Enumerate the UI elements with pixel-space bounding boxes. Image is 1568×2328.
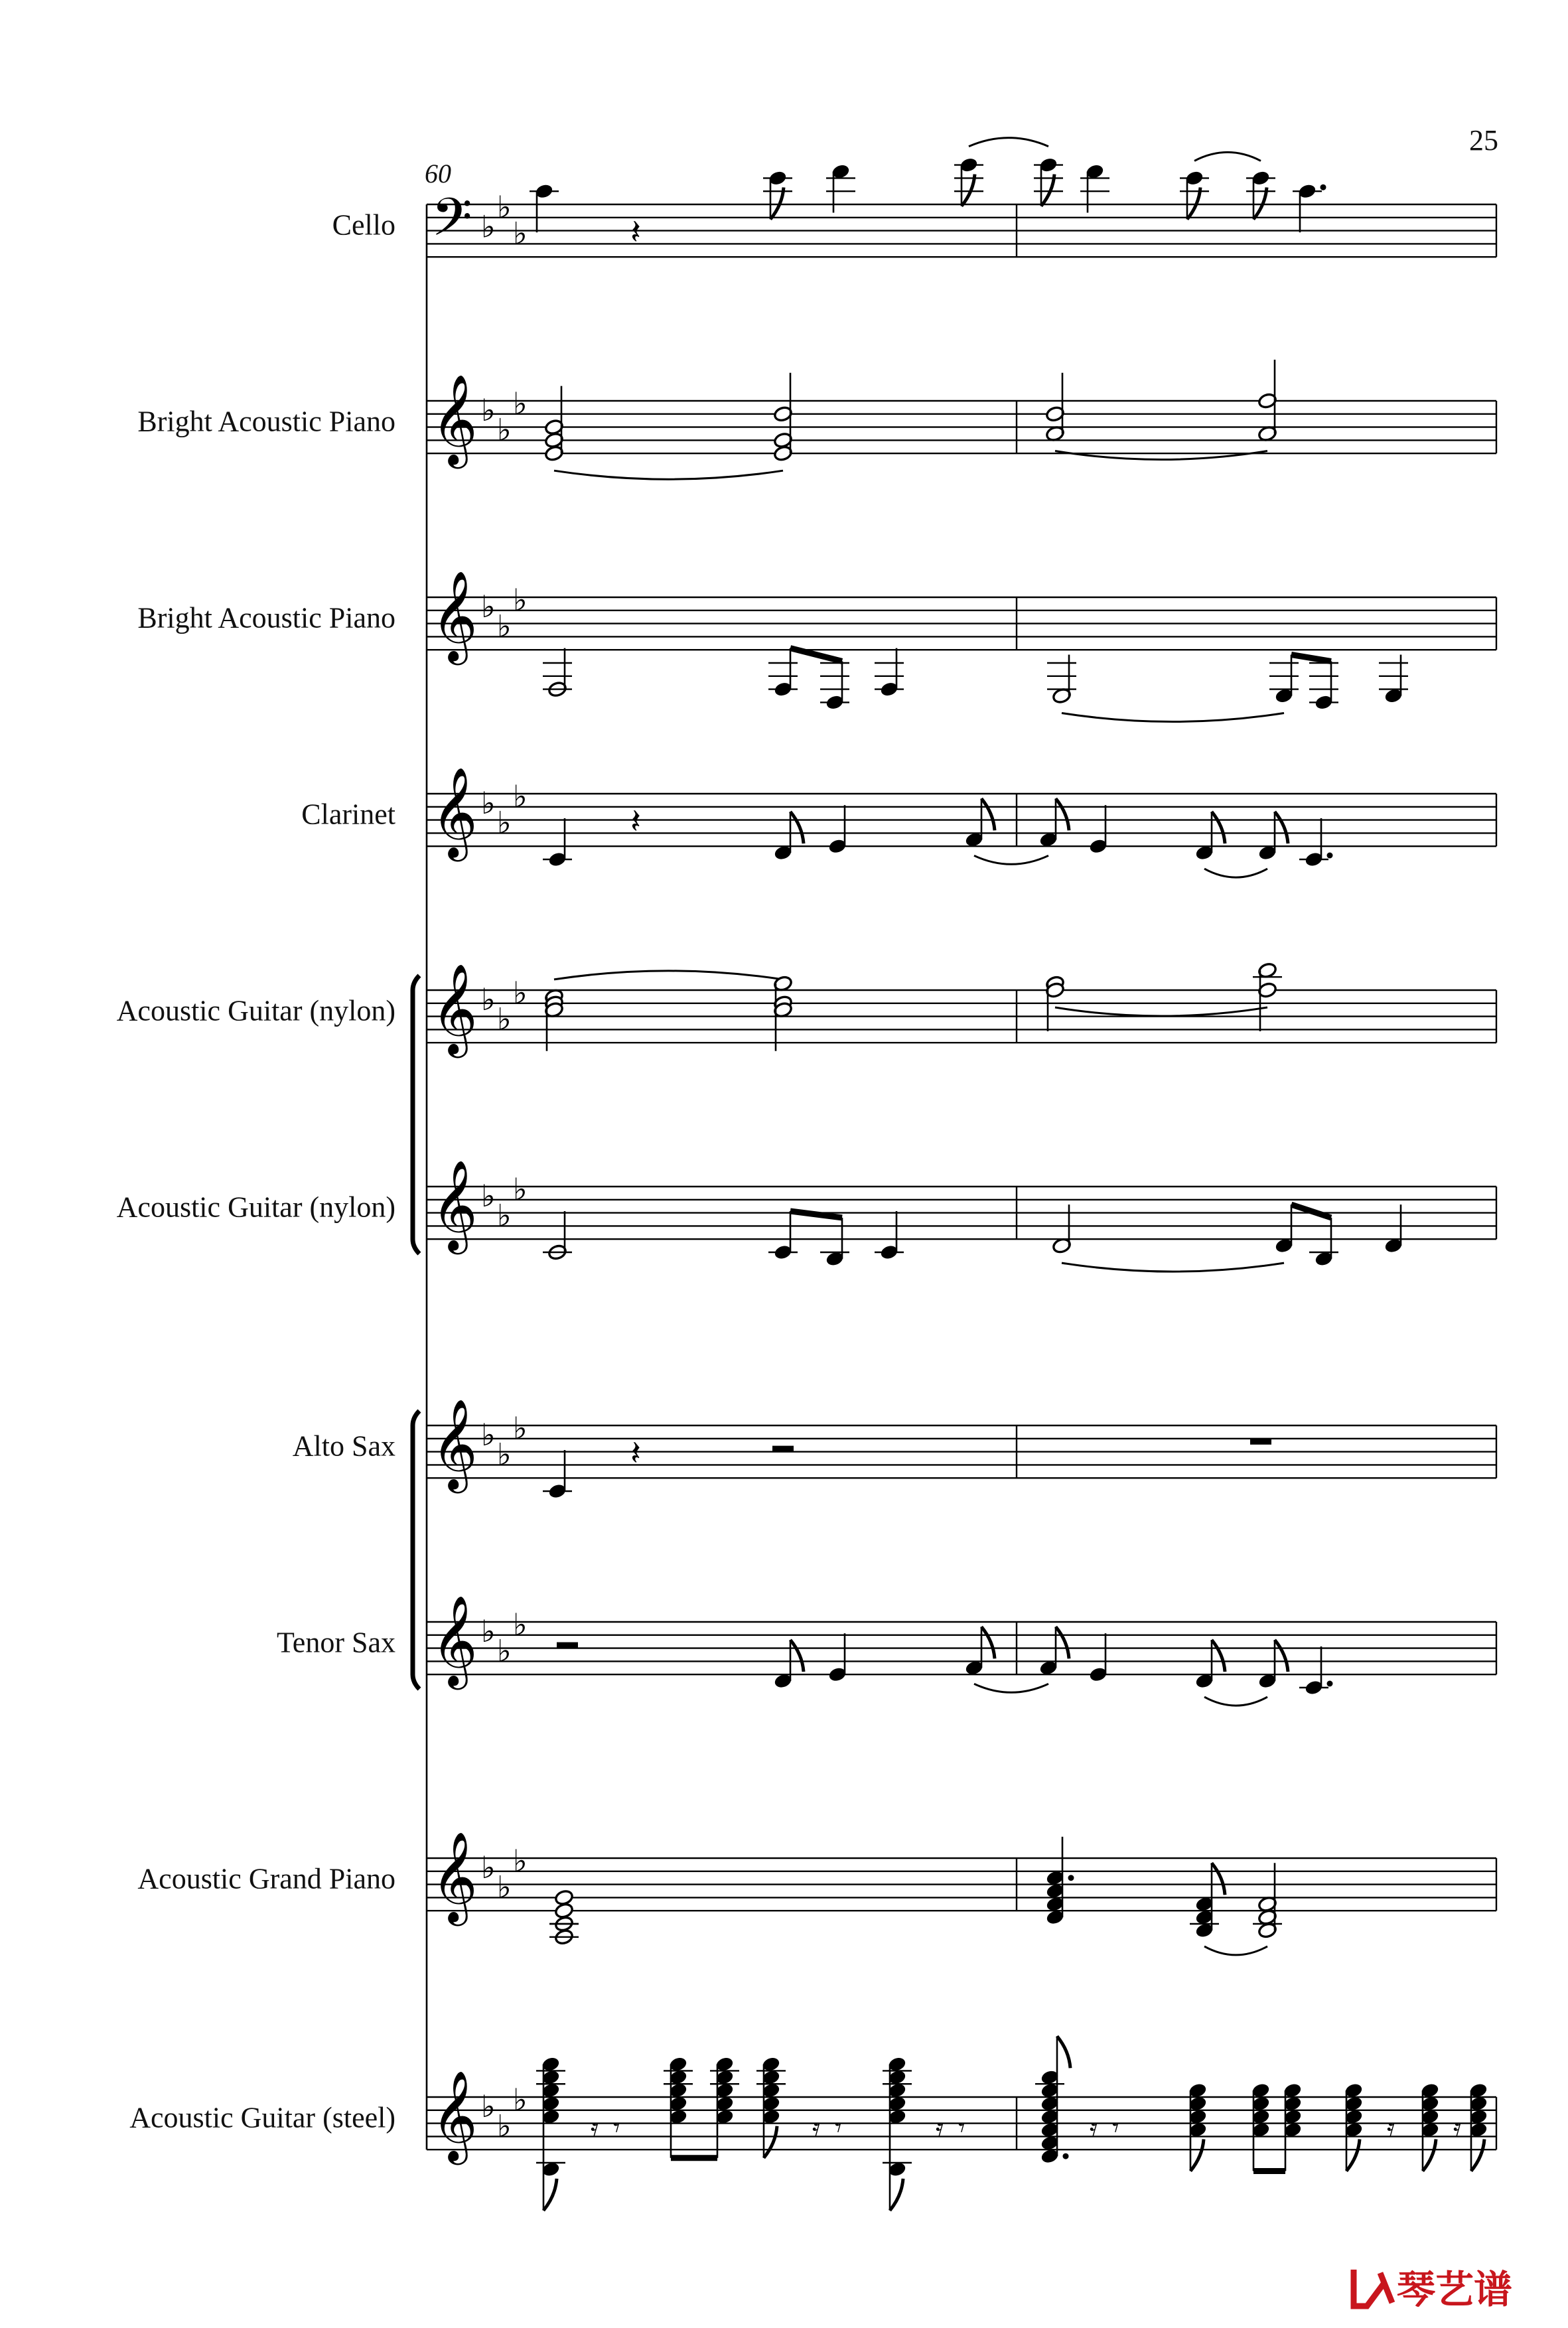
staff bbox=[427, 1594, 1496, 1690]
quarter-rest-icon: 𝄽 bbox=[630, 1433, 641, 1474]
tie bbox=[1055, 1007, 1267, 1016]
eighth-rest-icon: 𝄾 bbox=[835, 2112, 842, 2144]
note-flag bbox=[1423, 2140, 1436, 2171]
note-flag bbox=[790, 1640, 804, 1672]
staff-label: Acoustic Guitar (nylon) bbox=[116, 994, 395, 1027]
treble-clef-icon: 𝄞 bbox=[431, 1594, 478, 1686]
flat-icon: ♭ bbox=[481, 2088, 496, 2124]
treble-clef-icon: 𝄞 bbox=[431, 1159, 478, 1250]
note-flag bbox=[1275, 812, 1288, 843]
treble-clef-icon: 𝄞 bbox=[431, 569, 478, 661]
flat-icon: ♭ bbox=[481, 1849, 496, 1885]
note-flag bbox=[981, 1627, 995, 1658]
note-flag bbox=[1057, 2036, 1070, 2068]
beam bbox=[1291, 1204, 1331, 1218]
flat-icon: ♭ bbox=[513, 2081, 528, 2118]
note-flag bbox=[1253, 187, 1267, 219]
beam bbox=[1291, 655, 1331, 662]
treble-clef-icon: 𝄞 bbox=[431, 962, 478, 1054]
note-flag bbox=[1471, 2140, 1484, 2171]
logo-text: 琴艺谱 bbox=[1397, 2267, 1513, 2312]
whole-rest-icon bbox=[1250, 1439, 1271, 1445]
sixteenth-rest-icon: 𝄿 bbox=[812, 2112, 821, 2144]
page-number: 25 bbox=[1469, 124, 1498, 157]
note-flag bbox=[1056, 798, 1069, 830]
flat-icon: ♭ bbox=[513, 1842, 528, 1879]
music-note-logo-icon bbox=[1354, 2270, 1392, 2306]
note-flag bbox=[1187, 187, 1200, 219]
tie bbox=[1204, 1946, 1267, 1955]
treble-clef-icon: 𝄞 bbox=[431, 373, 478, 465]
staff-bracket bbox=[413, 976, 419, 1254]
treble-clef-icon: 𝄞 bbox=[431, 1398, 478, 1489]
flat-icon: ♭ bbox=[513, 215, 528, 252]
sixteenth-rest-icon: 𝄿 bbox=[591, 2112, 599, 2144]
staff bbox=[427, 569, 1496, 665]
flat-icon: ♭ bbox=[481, 1613, 496, 1649]
eighth-rest-icon: 𝄾 bbox=[1112, 2112, 1119, 2144]
augmentation-dot bbox=[1327, 1681, 1333, 1687]
flat-icon: ♭ bbox=[513, 1171, 528, 1207]
staff bbox=[427, 766, 1496, 861]
tie bbox=[969, 138, 1048, 147]
flat-icon: ♭ bbox=[513, 974, 528, 1011]
tie bbox=[1204, 1697, 1267, 1706]
tie bbox=[974, 855, 1048, 864]
bass-clef-icon: 𝄢 bbox=[431, 186, 472, 261]
eighth-rest-icon: 𝄾 bbox=[958, 2112, 965, 2144]
note-flag bbox=[1212, 1640, 1225, 1672]
staff-label: Acoustic Guitar (steel) bbox=[129, 2101, 395, 2134]
note-flag bbox=[790, 812, 804, 843]
staff-label: Clarinet bbox=[301, 798, 395, 831]
staff-label: Alto Sax bbox=[292, 1429, 395, 1463]
note-flag bbox=[962, 175, 975, 206]
flat-icon: ♭ bbox=[497, 1197, 512, 1234]
flat-icon: ♭ bbox=[513, 1606, 528, 1642]
staff-label: Bright Acoustic Piano bbox=[137, 601, 395, 634]
staff-label: Acoustic Grand Piano bbox=[137, 1862, 395, 1895]
tie bbox=[1062, 1263, 1284, 1272]
eighth-rest-icon: 𝄾 bbox=[613, 2112, 620, 2144]
tie bbox=[1194, 152, 1261, 161]
half-rest-icon bbox=[772, 1446, 794, 1452]
augmentation-dot bbox=[1320, 184, 1326, 190]
flat-icon: ♭ bbox=[481, 392, 496, 428]
tie bbox=[1055, 451, 1267, 460]
sixteenth-rest-icon: 𝄿 bbox=[1453, 2112, 1462, 2144]
flat-icon: ♭ bbox=[497, 608, 512, 644]
measure-number: 60 bbox=[425, 159, 451, 188]
flat-icon: ♭ bbox=[497, 1633, 512, 1669]
staff bbox=[427, 373, 1496, 469]
staff-bracket bbox=[413, 1411, 419, 1689]
treble-clef-icon: 𝄞 bbox=[431, 2069, 478, 2161]
flat-icon: ♭ bbox=[481, 1416, 496, 1453]
logo bbox=[1354, 2267, 1512, 2312]
staff bbox=[427, 1159, 1496, 1254]
sixteenth-rest-icon: 𝄿 bbox=[1387, 2112, 1395, 2144]
note-flag bbox=[1212, 1863, 1225, 1895]
staff-label: Bright Acoustic Piano bbox=[137, 405, 395, 438]
treble-clef-icon: 𝄞 bbox=[431, 1830, 478, 1922]
augmentation-dot bbox=[1063, 2153, 1069, 2159]
tie bbox=[1204, 869, 1267, 877]
flat-icon: ♭ bbox=[497, 1436, 512, 1473]
note-flag bbox=[543, 2179, 557, 2211]
note-flag bbox=[981, 798, 995, 830]
tie bbox=[554, 971, 783, 980]
note-flag bbox=[1275, 1640, 1288, 1672]
note-flag bbox=[890, 2179, 903, 2211]
flat-icon: ♭ bbox=[481, 1177, 496, 1214]
staff bbox=[427, 1830, 1496, 1926]
flat-icon: ♭ bbox=[513, 385, 528, 421]
quarter-rest-icon: 𝄽 bbox=[630, 212, 641, 253]
note-flag bbox=[1212, 812, 1225, 843]
treble-clef-icon: 𝄞 bbox=[431, 766, 478, 857]
flat-icon: ♭ bbox=[497, 1001, 512, 1037]
note-flag bbox=[770, 187, 784, 219]
note-flag bbox=[1056, 1627, 1069, 1658]
flat-icon: ♭ bbox=[513, 581, 528, 618]
sixteenth-rest-icon: 𝄿 bbox=[1090, 2112, 1098, 2144]
tie bbox=[1062, 713, 1284, 722]
staff-label: Cello bbox=[332, 208, 395, 242]
flat-icon: ♭ bbox=[513, 1410, 528, 1446]
note-flag bbox=[1346, 2140, 1360, 2171]
augmentation-dot bbox=[1327, 853, 1333, 859]
flat-icon: ♭ bbox=[513, 778, 528, 814]
flat-icon: ♭ bbox=[481, 784, 496, 821]
note-flag bbox=[1041, 175, 1054, 206]
staff-label: Tenor Sax bbox=[277, 1626, 395, 1659]
flat-icon: ♭ bbox=[481, 208, 496, 245]
sixteenth-rest-icon: 𝄿 bbox=[936, 2112, 944, 2144]
note-flag bbox=[764, 2126, 777, 2158]
flat-icon: ♭ bbox=[497, 804, 512, 841]
half-rest-icon bbox=[557, 1642, 578, 1648]
flat-icon: ♭ bbox=[481, 981, 496, 1017]
tie bbox=[974, 1684, 1048, 1692]
flat-icon: ♭ bbox=[497, 188, 512, 225]
quarter-rest-icon: 𝄽 bbox=[630, 802, 641, 842]
note-flag bbox=[1190, 2140, 1204, 2171]
staff-label: Acoustic Guitar (nylon) bbox=[116, 1191, 395, 1224]
staff bbox=[427, 962, 1496, 1058]
flat-icon: ♭ bbox=[497, 2108, 512, 2144]
augmentation-dot bbox=[1068, 1875, 1074, 1881]
staff bbox=[427, 1398, 1496, 1493]
flat-icon: ♭ bbox=[497, 1869, 512, 1905]
flat-icon: ♭ bbox=[497, 411, 512, 448]
flat-icon: ♭ bbox=[481, 588, 496, 624]
tie bbox=[554, 471, 783, 479]
